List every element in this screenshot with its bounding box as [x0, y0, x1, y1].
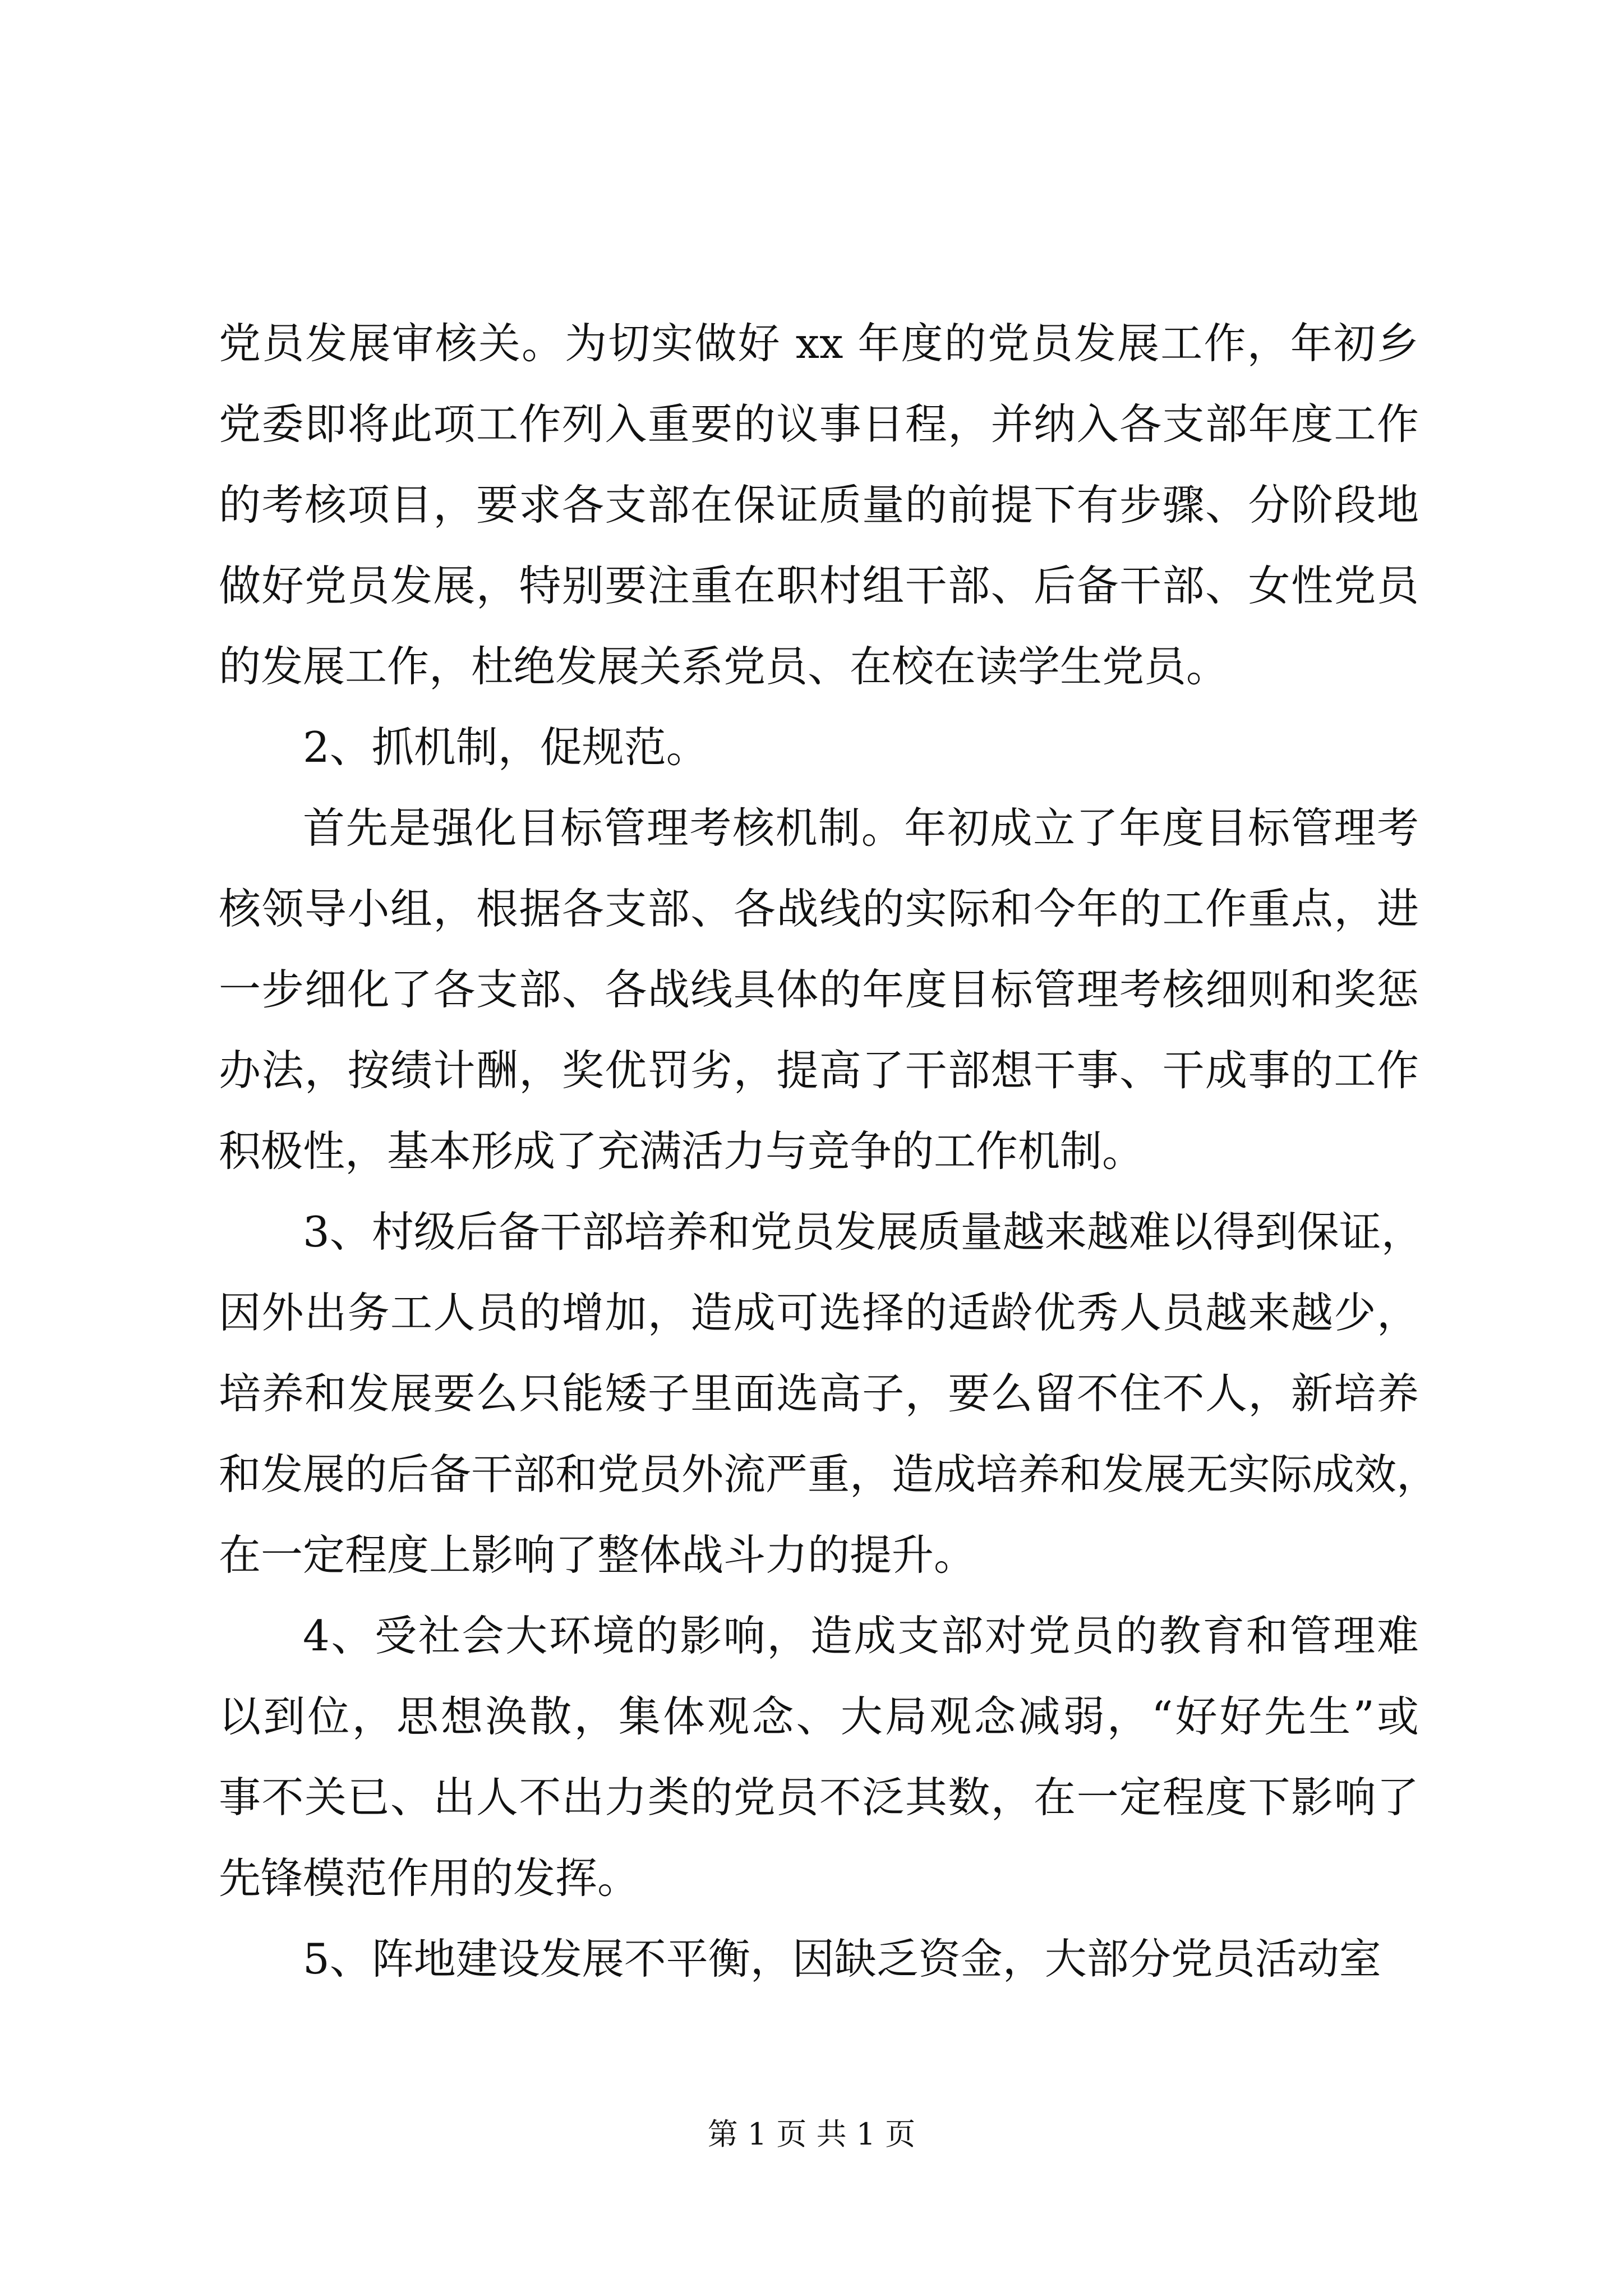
page-number-label: 第 1 页 共 1 页	[707, 2116, 916, 2152]
document-body	[219, 303, 1439, 1999]
text-line: 核领导小组，根据各支部、各战线的实际和今年的工作重点，进	[219, 884, 1419, 933]
section-heading: 2、抓机制，促规范。	[303, 723, 708, 772]
text-line: 和发展的后备干部和党员外流严重，造成培养和发展无实际成效，	[219, 1450, 1439, 1499]
text-line: 党委即将此项工作列入重要的议事日程，并纳入各支部年度工作	[219, 399, 1419, 449]
text-line: 党员发展审核关。为切实做好 xx 年度的党员发展工作，年初乡	[219, 319, 1419, 368]
text-line: 5、阵地建设发展不平衡，因缺乏资金，大部分党员活动室	[303, 1934, 1381, 1984]
text-line: 的发展工作，杜绝发展关系党员、在校在读学生党员。	[219, 642, 1229, 691]
text-line: 培养和发展要么只能矮子里面选高子，要么留不住不人，新培养	[219, 1369, 1419, 1418]
text-line: 先锋模范作用的发挥。	[219, 1853, 640, 1903]
text-line: 做好党员发展，特别要注重在职村组干部、后备干部、女性党员	[219, 561, 1419, 610]
text-line: 因外出务工人员的增加，造成可选择的适龄优秀人员越来越少，	[219, 1288, 1419, 1337]
text-line: 在一定程度上影响了整体战斗力的提升。	[219, 1530, 976, 1580]
text-line: 3、村级后备干部培养和党员发展质量越来越难以得到保证，	[303, 1207, 1423, 1257]
text-line: 以到位，思想涣散，集体观念、大局观念减弱，“好好先生”或	[219, 1692, 1419, 1741]
text-line: 积极性，基本形成了充满活力与竞争的工作机制。	[219, 1126, 1145, 1176]
text-line: 办法，按绩计酬，奖优罚劣，提高了干部想干事、干成事的工作	[219, 1046, 1419, 1095]
text-line: 一步细化了各支部、各战线具体的年度目标管理考核细则和奖惩	[219, 965, 1419, 1014]
text-line: 首先是强化目标管理考核机制。年初成立了年度目标管理考	[303, 803, 1419, 853]
page-footer	[0, 2118, 1623, 2151]
text-line: 事不关已、出人不出力类的党员不泛其数，在一定程度下影响了	[219, 1773, 1419, 1822]
text-line: 的考核项目，要求各支部在保证质量的前提下有步骤、分阶段地	[219, 480, 1419, 530]
text-line: 4、受社会大环境的影响，造成支部对党员的教育和管理难	[303, 1611, 1419, 1660]
